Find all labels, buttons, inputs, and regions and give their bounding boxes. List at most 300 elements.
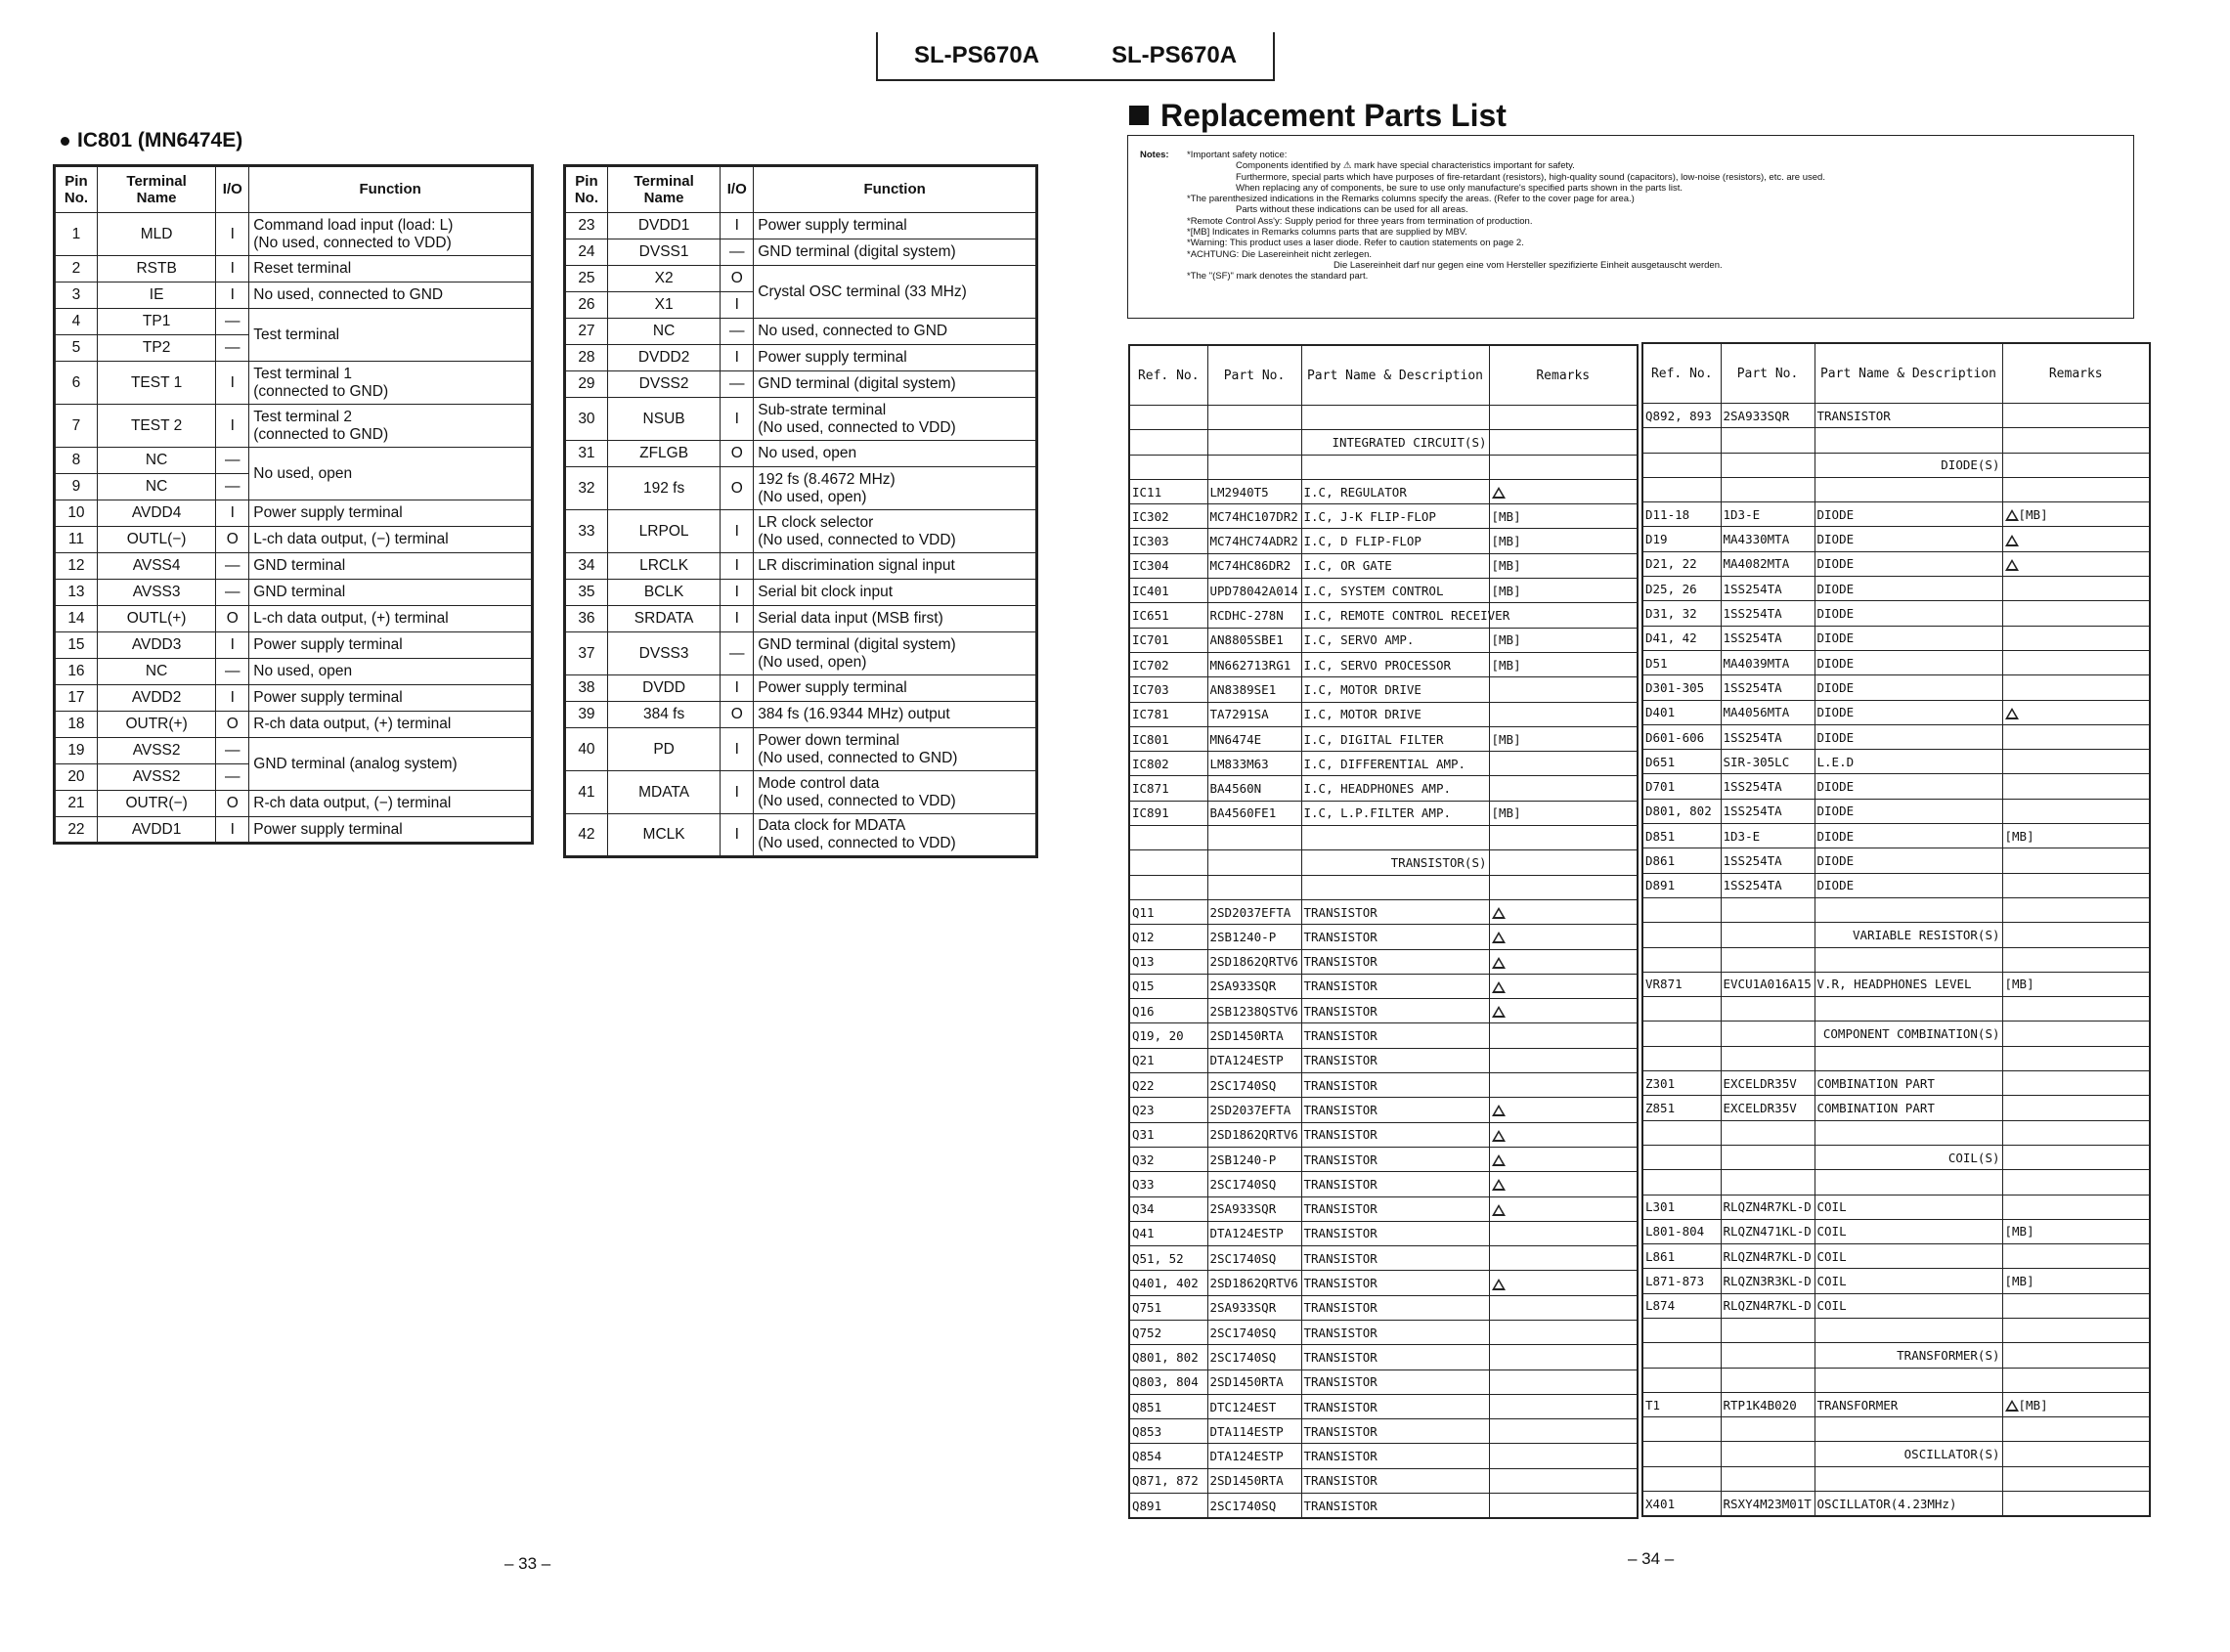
parts-row: [1129, 1098, 1638, 1122]
parts-row: [1129, 628, 1638, 652]
ref-number: Q15: [1129, 974, 1207, 998]
part-description: I.C, SERVO AMP.: [1301, 628, 1489, 652]
part-number: [1207, 455, 1301, 479]
parts-row: [1642, 626, 2150, 650]
ref-number: D301-305: [1642, 675, 1721, 700]
pin-number: 17: [55, 685, 98, 712]
parts-row: [1129, 1295, 1638, 1320]
desc-col-header: Part Name & Description: [1301, 345, 1489, 406]
terminal-name: AVDD1: [97, 817, 215, 844]
pin-table-right: [563, 164, 1038, 858]
pin-row: [55, 712, 533, 738]
parts-row: [1642, 1293, 2150, 1318]
part-number: AN8805SBE1: [1207, 628, 1301, 652]
part-number: 1SS254TA: [1721, 601, 1815, 626]
parts-row: [1129, 529, 1638, 553]
safety-warning-icon: [1492, 487, 1506, 499]
pin-row: [565, 467, 1037, 510]
pin-function: GND terminal (digital system) (No used, open): [754, 632, 1037, 675]
pin-number: 27: [565, 319, 608, 345]
part-description: DIODE: [1815, 799, 2002, 823]
part-number: [1721, 947, 1815, 972]
part-description: I.C, MOTOR DRIVE: [1301, 702, 1489, 726]
pin-function: No used, connected to GND: [754, 319, 1037, 345]
parts-row: [1642, 428, 2150, 453]
remarks: [2002, 577, 2150, 601]
part-description: DIODE: [1815, 774, 2002, 799]
part-number: [1721, 1120, 1815, 1145]
pin-row: [565, 266, 1037, 292]
part-description: [1815, 477, 2002, 501]
parts-row: [1642, 1368, 2150, 1392]
ref-number: Q752: [1129, 1320, 1207, 1344]
part-number: 2SA933SQR: [1721, 404, 1815, 428]
parts-row: [1642, 897, 2150, 922]
part-description: OSCILLATOR(S): [1815, 1442, 2002, 1466]
parts-row: [1129, 455, 1638, 479]
remarks-text: [MB]: [1491, 805, 1521, 821]
safety-warning-icon: [1492, 1279, 1506, 1290]
terminal-name: MLD: [97, 213, 215, 256]
parts-row: [1642, 650, 2150, 674]
terminal-name: NC: [97, 659, 215, 685]
parts-table-right: [1641, 342, 2151, 1517]
ref-number: Q19, 20: [1129, 1023, 1207, 1048]
pin-number: 22: [55, 817, 98, 844]
remarks: [1489, 1271, 1638, 1295]
ref-number: D851: [1642, 824, 1721, 848]
pin-function: Power supply terminal: [249, 500, 533, 527]
remarks: [2002, 1392, 2150, 1416]
pin-header-row: [565, 166, 1037, 213]
remarks: [1489, 603, 1638, 628]
pin-function: GND terminal: [249, 580, 533, 606]
remarks: [1489, 875, 1638, 899]
terminal-name: X2: [607, 266, 720, 292]
pin-number: 20: [55, 764, 98, 791]
remarks: [2002, 873, 2150, 897]
part-description: L.E.D: [1815, 750, 2002, 774]
pin-function: No used, open: [249, 448, 533, 500]
pin-number: 11: [55, 527, 98, 553]
pin-function: Reset terminal: [249, 256, 533, 283]
parts-row: [1642, 1343, 2150, 1368]
safety-warning-icon: [1492, 907, 1506, 919]
part-number: 2SD1862QRTV6: [1207, 1271, 1301, 1295]
part-description: TRANSISTOR: [1301, 1394, 1489, 1418]
part-number: [1721, 453, 1815, 477]
io-col-header: I/O: [721, 166, 754, 213]
part-description: TRANSISTOR: [1301, 1246, 1489, 1271]
part-number: RLQZN4R7KL-D: [1721, 1195, 1815, 1219]
ref-number: [1642, 897, 1721, 922]
safety-warning-icon: [2005, 1400, 2019, 1412]
pin-row: [565, 580, 1037, 606]
remarks: [1489, 776, 1638, 801]
parts-row: [1642, 1170, 2150, 1195]
remarks: [1489, 850, 1638, 875]
io-type: I: [721, 814, 754, 857]
part-description: I.C, J-K FLIP-FLOP: [1301, 504, 1489, 529]
part-description: DIODE: [1815, 551, 2002, 576]
remarks: [1489, 1419, 1638, 1444]
io-type: I: [216, 405, 249, 448]
ref-number: D401: [1642, 700, 1721, 724]
remarks: [2002, 1343, 2150, 1368]
ref-number: IC651: [1129, 603, 1207, 628]
parts-row: [1129, 1221, 1638, 1245]
ref-number: IC11: [1129, 479, 1207, 503]
part-number: 1SS254TA: [1721, 873, 1815, 897]
model-right: SL-PS670A: [1111, 42, 1238, 68]
terminal-col-header: Terminal Name: [607, 166, 720, 213]
part-number: [1721, 1417, 1815, 1442]
pin-row: [55, 685, 533, 712]
part-number: RLQZN471KL-D: [1721, 1219, 1815, 1243]
part-number: MN6474E: [1207, 726, 1301, 751]
terminal-name: TEST 2: [97, 405, 215, 448]
io-type: I: [721, 553, 754, 580]
part-number: [1721, 923, 1815, 947]
parts-row: [1129, 801, 1638, 825]
pin-row: [565, 510, 1037, 553]
part-number: 2SC1740SQ: [1207, 1320, 1301, 1344]
model-left: SL-PS670A: [913, 42, 1040, 68]
remarks: [1489, 1122, 1638, 1147]
io-type: I: [721, 510, 754, 553]
pin-number: 16: [55, 659, 98, 685]
part-description: [1815, 1417, 2002, 1442]
pin-function: Data clock for MDATA (No used, connected to VDD): [754, 814, 1037, 857]
pin-number: 18: [55, 712, 98, 738]
part-number: EXCELDR35V: [1721, 1096, 1815, 1120]
io-type: —: [216, 309, 249, 335]
pin-col-header: Pin No.: [55, 166, 98, 213]
ref-number: X401: [1642, 1492, 1721, 1517]
square-bullet-icon: [1129, 106, 1149, 125]
part-number: 1SS254TA: [1721, 774, 1815, 799]
ref-number: D21, 22: [1642, 551, 1721, 576]
part-description: I.C, SYSTEM CONTROL: [1301, 579, 1489, 603]
ref-number: [1642, 1046, 1721, 1070]
parts-row: [1129, 726, 1638, 751]
pin-number: 41: [565, 771, 608, 814]
desc-col-header: Part Name & Description: [1815, 343, 2002, 404]
ref-number: L801-804: [1642, 1219, 1721, 1243]
part-description: V.R, HEADPHONES LEVEL: [1815, 972, 2002, 996]
part-number: [1721, 1046, 1815, 1070]
ref-number: [1129, 850, 1207, 875]
part-description: TRANSISTOR: [1301, 1271, 1489, 1295]
part-description: [1301, 406, 1489, 430]
remarks: [2002, 527, 2150, 551]
part-description: DIODE: [1815, 724, 2002, 749]
remarks: [2002, 1293, 2150, 1318]
part-number: EVCU1A016A15: [1721, 972, 1815, 996]
parts-row: [1642, 873, 2150, 897]
pin-function: GND terminal (digital system): [754, 239, 1037, 266]
parts-row: [1642, 1244, 2150, 1269]
remarks: [2002, 551, 2150, 576]
part-number: MC74HC107DR2: [1207, 504, 1301, 529]
part-description: COMPONENT COMBINATION(S): [1815, 1022, 2002, 1046]
io-type: O: [216, 527, 249, 553]
pin-row: [565, 771, 1037, 814]
ref-number: [1642, 428, 1721, 453]
pin-number: 13: [55, 580, 98, 606]
remarks: [2002, 477, 2150, 501]
remarks: [2002, 1046, 2150, 1070]
notes-line: *ACHTUNG: Die Lasereinheit nicht zerlegen.: [1187, 248, 1373, 260]
notes-line: Components identified by ⚠ mark have special characteristics important for safety.: [1236, 160, 1575, 172]
part-number: 2SD1862QRTV6: [1207, 949, 1301, 974]
pin-function: Power supply terminal: [249, 817, 533, 844]
pin-row: [55, 213, 533, 256]
io-type: O: [216, 791, 249, 817]
ref-number: [1129, 875, 1207, 899]
part-description: I.C, MOTOR DRIVE: [1301, 677, 1489, 702]
remarks: [2002, 1244, 2150, 1269]
part-description: DIODE: [1815, 873, 2002, 897]
ref-number: Q31: [1129, 1122, 1207, 1147]
parts-row: [1129, 1073, 1638, 1098]
part-number: 2SA933SQR: [1207, 974, 1301, 998]
part-number: 1SS254TA: [1721, 577, 1815, 601]
part-description: [1815, 1368, 2002, 1392]
part-number: MN662713RG1: [1207, 652, 1301, 676]
terminal-name: PD: [607, 728, 720, 771]
part-description: DIODE: [1815, 848, 2002, 873]
parts-row: [1129, 1172, 1638, 1196]
pin-number: 36: [565, 606, 608, 632]
part-description: TRANSISTOR: [1301, 1468, 1489, 1493]
part-description: I.C, OR GATE: [1301, 553, 1489, 578]
ref-number: [1129, 826, 1207, 850]
remarks: [1489, 1320, 1638, 1344]
remarks: [1489, 1073, 1638, 1098]
ic-title-text: IC801 (MN6474E): [77, 129, 243, 152]
part-description: TRANSISTOR: [1301, 949, 1489, 974]
pin-row: [55, 553, 533, 580]
ref-number: Q892, 893: [1642, 404, 1721, 428]
part-description: COIL: [1815, 1293, 2002, 1318]
remarks: [2002, 848, 2150, 873]
part-description: TRANSISTOR: [1301, 1122, 1489, 1147]
part-number: [1207, 406, 1301, 430]
notes-line: Furthermore, special parts which have purposes of fire-retardant (resistors), high-quality sound (capacitors), low-noise (resistors), etc. are used.: [1236, 171, 1825, 183]
part-description: VARIABLE RESISTOR(S): [1815, 923, 2002, 947]
pin-row: [55, 283, 533, 309]
io-type: —: [216, 553, 249, 580]
pin-function: Power supply terminal: [249, 685, 533, 712]
part-description: I.C, SERVO PROCESSOR: [1301, 652, 1489, 676]
pin-function: Serial data input (MSB first): [754, 606, 1037, 632]
pin-function: Crystal OSC terminal (33 MHz): [754, 266, 1037, 319]
part-description: TRANSFORMER: [1815, 1392, 2002, 1416]
part-number: [1721, 1318, 1815, 1342]
terminal-name: 384 fs: [607, 702, 720, 728]
part-description: I.C, REMOTE CONTROL RECEIVER: [1301, 603, 1489, 628]
part-number: [1207, 875, 1301, 899]
ref-number: Q871, 872: [1129, 1468, 1207, 1493]
remarks: [1489, 1098, 1638, 1122]
pin-row: [55, 448, 533, 474]
pin-function: Power supply terminal: [754, 213, 1037, 239]
remarks: [1489, 479, 1638, 503]
part-description: I.C, DIFFERENTIAL AMP.: [1301, 752, 1489, 776]
ref-number: Q853: [1129, 1419, 1207, 1444]
terminal-name: DVSS1: [607, 239, 720, 266]
part-number: EXCELDR35V: [1721, 1071, 1815, 1096]
remarks: [2002, 404, 2150, 428]
ref-number: [1642, 1343, 1721, 1368]
terminal-name: IE: [97, 283, 215, 309]
part-description: COMBINATION PART: [1815, 1071, 2002, 1096]
pin-function: L-ch data output, (+) terminal: [249, 606, 533, 632]
part-description: TRANSISTOR: [1301, 1320, 1489, 1344]
ref-number: D51: [1642, 650, 1721, 674]
terminal-name: AVSS2: [97, 764, 215, 791]
ref-number: D651: [1642, 750, 1721, 774]
pin-row: [565, 239, 1037, 266]
pin-row: [55, 500, 533, 527]
part-description: [1301, 455, 1489, 479]
remarks: [2002, 774, 2150, 799]
part-description: TRANSISTOR: [1301, 1196, 1489, 1221]
remarks: [1489, 1444, 1638, 1468]
terminal-name: NC: [97, 474, 215, 500]
part-description: COMBINATION PART: [1815, 1096, 2002, 1120]
pin-row: [55, 405, 533, 448]
io-type: —: [216, 659, 249, 685]
io-type: I: [721, 345, 754, 371]
part-number: 2SD1450RTA: [1207, 1023, 1301, 1048]
remarks-text: [MB]: [1491, 534, 1521, 549]
part-number: [1721, 1022, 1815, 1046]
pin-function: LR clock selector (No used, connected to VDD): [754, 510, 1037, 553]
part-number: [1721, 1466, 1815, 1491]
parts-row: [1129, 652, 1638, 676]
remarks-text: [MB]: [2018, 506, 2048, 522]
safety-warning-icon: [1492, 1130, 1506, 1142]
pin-number: 12: [55, 553, 98, 580]
parts-row: [1129, 899, 1638, 924]
pin-function: GND terminal (analog system): [249, 738, 533, 791]
ref-number: IC891: [1129, 801, 1207, 825]
part-description: I.C, L.P.FILTER AMP.: [1301, 801, 1489, 825]
safety-warning-icon: [2005, 509, 2019, 521]
pin-function: R-ch data output, (+) terminal: [249, 712, 533, 738]
remarks: [2002, 1442, 2150, 1466]
remarks-text: [MB]: [1491, 657, 1521, 673]
remarks: [2002, 824, 2150, 848]
pin-number: 37: [565, 632, 608, 675]
ref-number: D891: [1642, 873, 1721, 897]
part-number: LM2940T5: [1207, 479, 1301, 503]
notes-line: Parts without these indications can be used for all areas.: [1236, 204, 1468, 216]
part-number: 2SD1862QRTV6: [1207, 1122, 1301, 1147]
remarks: [2002, 997, 2150, 1022]
pin-function: LR discrimination signal input: [754, 553, 1037, 580]
part-number: 2SB1240-P: [1207, 1147, 1301, 1171]
ref-number: IC302: [1129, 504, 1207, 529]
io-type: I: [721, 771, 754, 814]
part-description: I.C, DIGITAL FILTER: [1301, 726, 1489, 751]
part-description: [1815, 897, 2002, 922]
part-col-header: Part No.: [1207, 345, 1301, 406]
part-description: [1815, 428, 2002, 453]
terminal-name: NSUB: [607, 398, 720, 441]
ref-number: Q891: [1129, 1494, 1207, 1519]
remarks: [2002, 1466, 2150, 1491]
part-number: [1721, 1145, 1815, 1169]
safety-warning-icon: [1492, 957, 1506, 969]
parts-row: [1642, 1046, 2150, 1070]
parts-row: [1129, 579, 1638, 603]
io-type: —: [216, 335, 249, 362]
pin-row: [565, 319, 1037, 345]
terminal-name: TP1: [97, 309, 215, 335]
ref-number: [1642, 997, 1721, 1022]
io-type: —: [721, 239, 754, 266]
notes-label: Notes:: [1140, 150, 1169, 160]
terminal-name: RSTB: [97, 256, 215, 283]
safety-warning-icon: [1492, 1154, 1506, 1166]
remarks: [1489, 1494, 1638, 1519]
remarks: [2002, 947, 2150, 972]
part-description: [1301, 826, 1489, 850]
remarks: [1489, 1172, 1638, 1196]
parts-row: [1129, 925, 1638, 949]
remarks-text: [MB]: [2004, 1224, 2034, 1239]
part-description: DIODE: [1815, 675, 2002, 700]
pin-function: Power supply terminal: [754, 675, 1037, 702]
part-number: 1D3-E: [1721, 502, 1815, 527]
parts-row: [1642, 1417, 2150, 1442]
parts-header-row: [1129, 345, 1638, 406]
parts-row: [1642, 601, 2150, 626]
ref-number: L301: [1642, 1195, 1721, 1219]
ref-number: Q13: [1129, 949, 1207, 974]
pin-number: 2: [55, 256, 98, 283]
ref-number: [1642, 923, 1721, 947]
remarks: [1489, 726, 1638, 751]
part-description: TRANSISTOR: [1301, 1494, 1489, 1519]
part-number: 2SC1740SQ: [1207, 1494, 1301, 1519]
ref-number: IC781: [1129, 702, 1207, 726]
io-type: O: [721, 702, 754, 728]
part-description: TRANSISTOR: [1301, 1369, 1489, 1394]
pin-row: [55, 309, 533, 335]
io-type: I: [721, 606, 754, 632]
remarks: [1489, 1345, 1638, 1369]
parts-row: [1129, 1494, 1638, 1519]
pin-number: 9: [55, 474, 98, 500]
ref-number: [1642, 1120, 1721, 1145]
ref-number: IC303: [1129, 529, 1207, 553]
ref-number: D601-606: [1642, 724, 1721, 749]
pin-number: 15: [55, 632, 98, 659]
io-type: —: [216, 738, 249, 764]
parts-row: [1642, 824, 2150, 848]
pin-number: 28: [565, 345, 608, 371]
part-description: TRANSISTOR: [1815, 404, 2002, 428]
part-description: DIODE(S): [1815, 453, 2002, 477]
remarks: [1489, 677, 1638, 702]
terminal-name: OUTL(−): [97, 527, 215, 553]
parts-row: [1129, 1271, 1638, 1295]
ref-number: [1642, 1417, 1721, 1442]
